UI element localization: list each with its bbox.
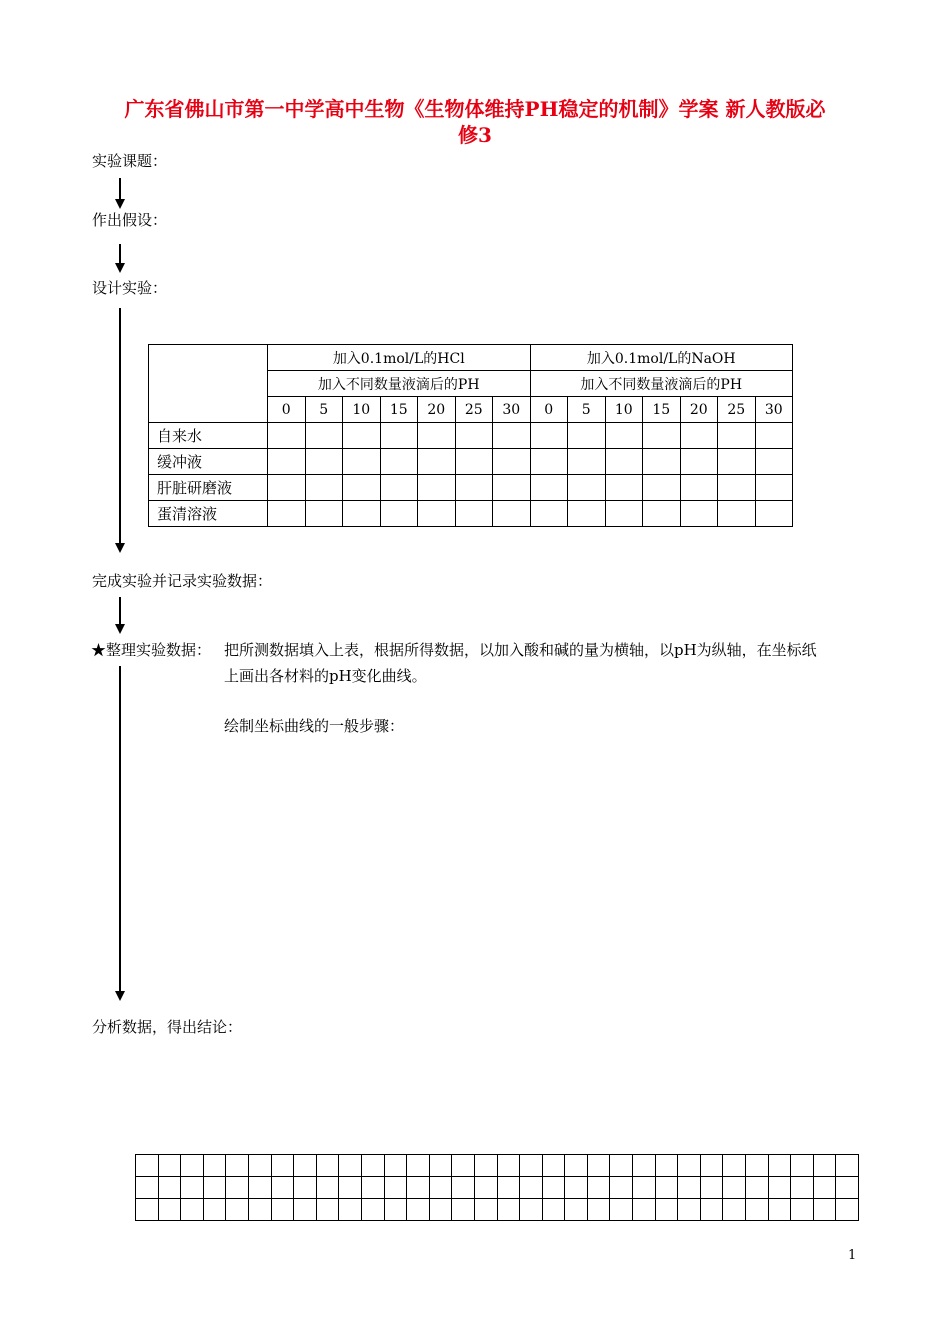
step-complete: 完成实验并记录实验数据：: [92, 572, 273, 590]
drop-count: 0: [268, 397, 306, 423]
step-organize-label: ★整理实验数据：: [91, 641, 212, 659]
naoh-subheader: 加入不同数量液滴后的PH: [530, 371, 793, 397]
down-arrow-icon: [115, 991, 125, 1001]
row-label-buffer: 缓冲液: [149, 449, 268, 475]
flow-arrow-line: [119, 178, 121, 200]
drop-count: 30: [755, 397, 793, 423]
flow-arrow-line: [119, 244, 121, 264]
row-label-tap-water: 自来水: [149, 423, 268, 449]
table-row: [149, 501, 793, 527]
drop-count: 10: [605, 397, 643, 423]
table-row: [149, 449, 793, 475]
flow-arrow-line: [119, 597, 121, 625]
drop-count: 20: [680, 397, 718, 423]
row-label-liver: 肝脏研磨液: [149, 475, 268, 501]
drop-count: 10: [343, 397, 381, 423]
table-row: [149, 475, 793, 501]
drop-count: 5: [305, 397, 343, 423]
table-corner-cell: [149, 345, 268, 423]
graph-paper-grid: [135, 1154, 859, 1221]
title-line-2: 修3: [458, 123, 492, 147]
drop-count: 0: [530, 397, 568, 423]
down-arrow-icon: [115, 263, 125, 273]
hcl-header: 加入0.1mol/L的HCl: [268, 345, 531, 371]
step-hypothesis: 作出假设：: [92, 211, 168, 229]
step-design: 设计实验：: [92, 279, 168, 297]
flow-arrow-line: [119, 666, 121, 992]
ph-data-table: [148, 344, 793, 527]
drop-count: 25: [718, 397, 756, 423]
row-label-egg-white: 蛋清溶液: [149, 501, 268, 527]
step-topic: 实验课题：: [92, 152, 168, 170]
hcl-subheader: 加入不同数量液滴后的PH: [268, 371, 531, 397]
drop-count: 20: [418, 397, 456, 423]
down-arrow-icon: [115, 624, 125, 634]
plot-steps-heading: 绘制坐标曲线的一般步骤：: [224, 717, 405, 735]
drop-count: 5: [568, 397, 606, 423]
down-arrow-icon: [115, 199, 125, 209]
organize-instructions-line-2: 上画出各材料的pH变化曲线。: [224, 667, 427, 685]
organize-instructions-line-1: 把所测数据填入上表，根据所得数据，以加入酸和碱的量为横轴，以pH为纵轴，在坐标纸: [224, 641, 817, 659]
page-number: 1: [848, 1248, 857, 1263]
naoh-header: 加入0.1mol/L的NaOH: [530, 345, 793, 371]
drop-count: 15: [643, 397, 681, 423]
drop-count: 15: [380, 397, 418, 423]
drop-count: 30: [493, 397, 531, 423]
document-title: [80, 96, 870, 148]
down-arrow-icon: [115, 543, 125, 553]
step-analyze: 分析数据，得出结论：: [92, 1018, 243, 1036]
drop-count: 25: [455, 397, 493, 423]
title-line-1: 广东省佛山市第一中学高中生物《生物体维持PH稳定的机制》学案 新人教版必: [124, 97, 826, 121]
table-row: [149, 423, 793, 449]
flow-arrow-line: [119, 308, 121, 544]
